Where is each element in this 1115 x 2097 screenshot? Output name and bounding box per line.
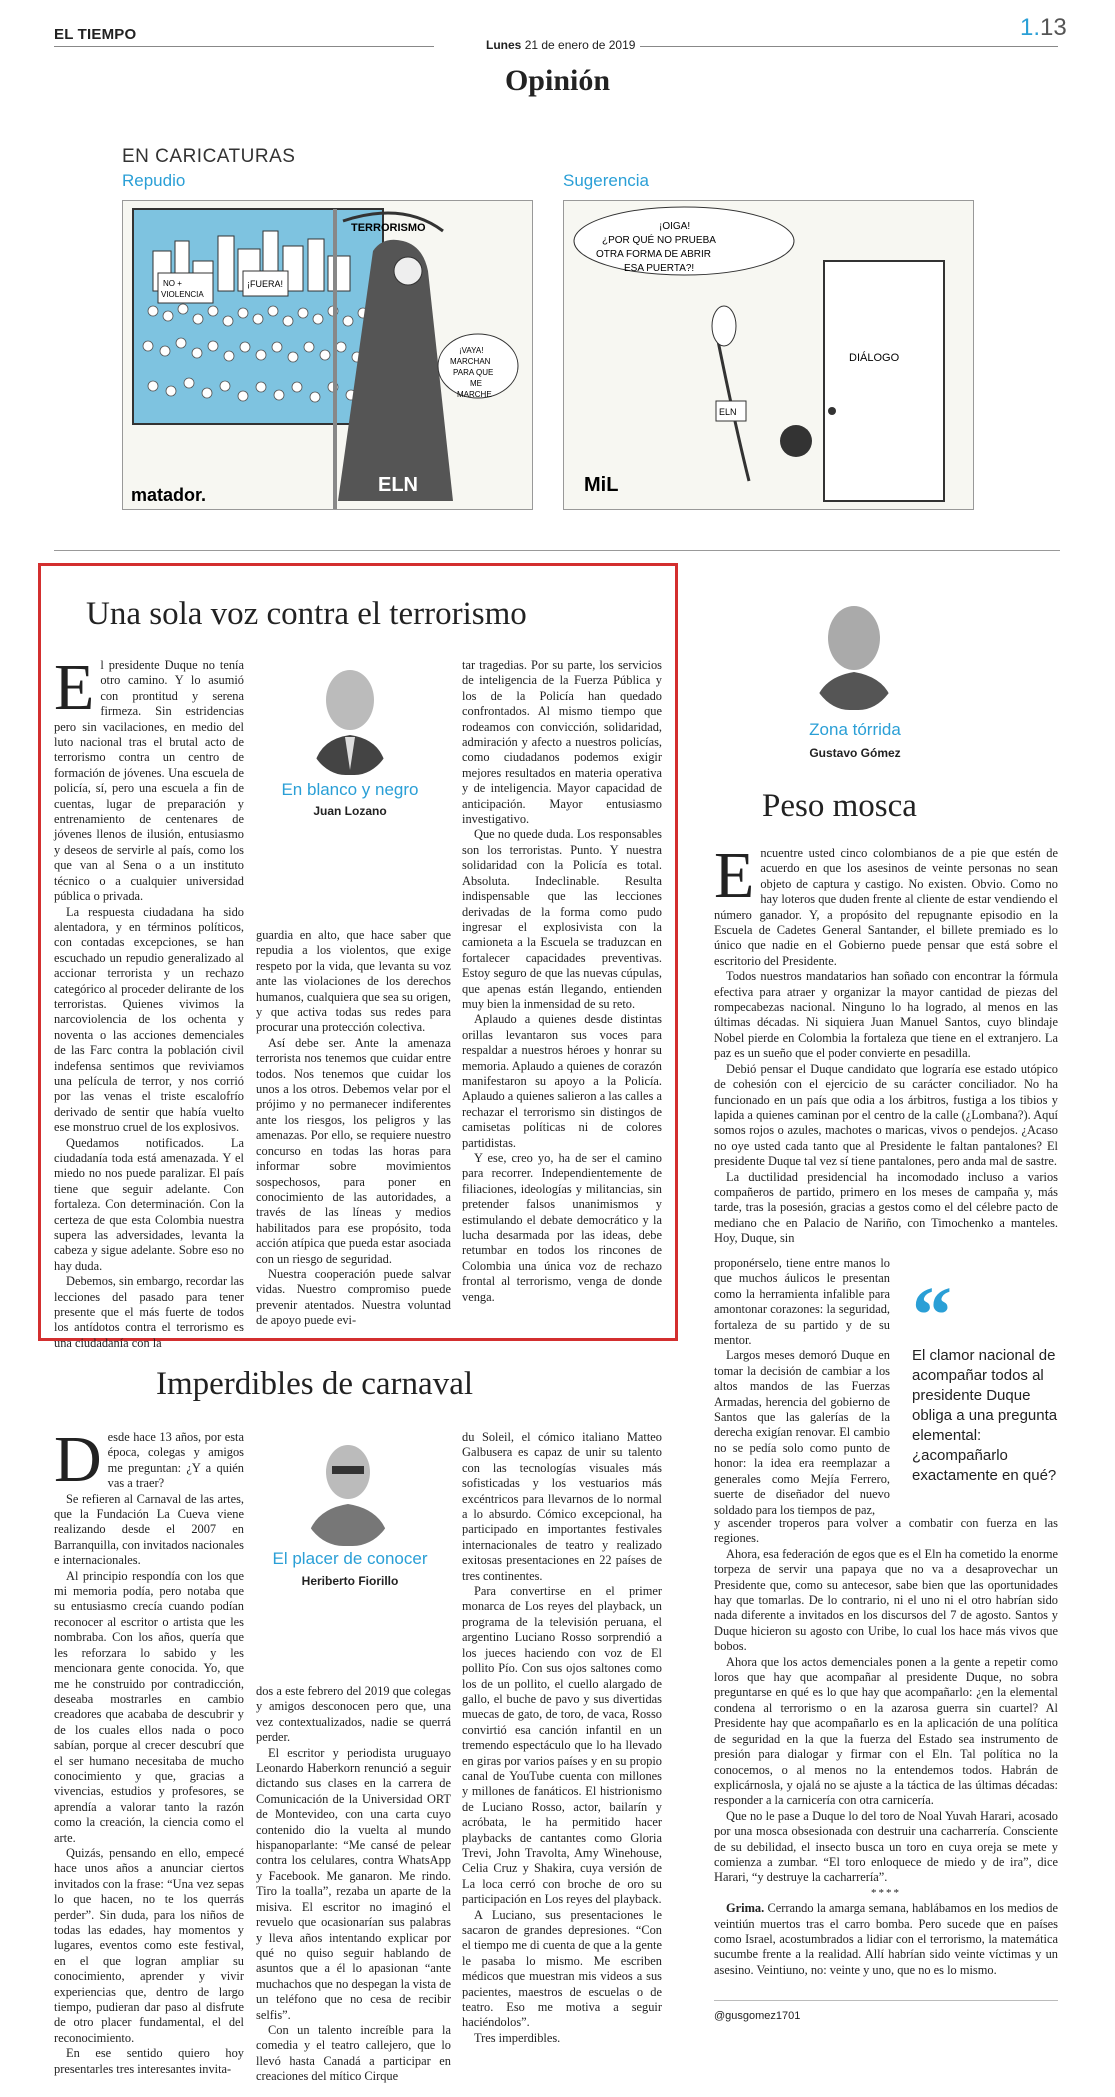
svg-text:¡OIGA!: ¡OIGA! bbox=[659, 221, 691, 232]
closing-text: Cerrando la amarga semana, hablábamos en los medios de veintiún muertos tras el carro bomba. Pero sucede que en países como Israel, acostumbrados a lidiar con el terrorismo, la matemática sucumbe frente a la realidad. Allí habrían sido veinte víctimas y un asesino. Veintiuno, no: veinte y uno, que no es lo mismo. bbox=[714, 1901, 1058, 1977]
paragraph: Y ese, creo yo, ha de ser el camino para recorrer. Independientemente de filiaciones, ideologías y militancias, sin pretender falsos unanimismos y estimulando el debate democrático y la lucha desarmada por las ideas, debe retumbar en todos los rincones de Colombia una única voz de rechazo frontal al terrorismo, venga de donde venga. bbox=[462, 1151, 662, 1304]
paragraph: Debemos, sin embargo, recordar las lecciones del pasado para tener presente que el más fuerte de todos los antídotos contra el terrorismo es una ciudadanía con la bbox=[54, 1274, 245, 1350]
column-section: Zona tórrida bbox=[809, 720, 901, 739]
paragraph: Quedamos notificados. La ciudadanía toda está amenazada. Y el miedo no nos puede paralizar. El país tiene que seguir adelante. Con fortaleza. Con determinación. Con la certeza de que esta Colombia nuestra supera las adversidades, levanta la cabeza y sigue adelante. Sobre eso no hay duda. bbox=[54, 1135, 244, 1273]
svg-text:MARCHAN: MARCHAN bbox=[450, 357, 491, 366]
divider bbox=[714, 2000, 1058, 2001]
header-rule bbox=[640, 46, 1058, 47]
cartoons-heading: EN CARICATURAS bbox=[122, 146, 296, 167]
paragraph: Así debe ser. Ante la amenaza terrorista nos tenemos que cuidar entre todos. Nos tenemos que cuidar los unos a los otros. Debemos velar por el prójimo y no permanecer indiferentes ante los riesgos, los peligros y las amenazas. Por ello, se requiere nuestro concurso en todas las horas para informar sobre movimientos sospechosos, para poner en conocimiento de las autoridades, a través de las líneas y medios habilitados para ese propósito, toda acción atípica que pueda estar asociada con un riesgo de seguridad. bbox=[256, 1035, 451, 1266]
paragraph: y ascender troperos para volver a combatir con fuerza en las regiones. bbox=[714, 1516, 1058, 1546]
paragraph bbox=[714, 1901, 1058, 1978]
article-column bbox=[256, 1684, 451, 2085]
svg-text:¡VAYA!: ¡VAYA! bbox=[459, 346, 484, 355]
article-column bbox=[462, 1430, 662, 2046]
svg-text:¡FUERA!: ¡FUERA! bbox=[247, 279, 283, 289]
page-number: 1.13 bbox=[1020, 14, 1067, 41]
author-photo bbox=[808, 590, 900, 710]
paragraph: Debió pensar el Duque candidato que lograría ese estado utópico de cohesión con el ejercicio de su carácter conciliador. No ha funcionado en un país que odia a los árbitros, fustiga a los tibios y lapida a quienes caminan por el centro de la calle (¿Lombana?). Aquí somos rojos o azules, machotes o maricas, vivos o pendejos. ¿Acaso no oye usted cada tanto que al Presidente le faltan pantalones? El presidente Duque tal vez sí tiene pantalones, pero anda mal de sastre. bbox=[714, 1061, 1058, 1169]
paragraph: Para convertirse en el primer monarca de Los reyes del playback, un programa de la televisión peruana, el argentino Luciano Rosso sorprendió a los jueces haciendo con voz de El pollito Pío. Con sus ojos saltones como los de un pollito, el cuello alargado de gallo, el buche de pavo y sus divertidas muecas de gato, de toro, de vaca, Rosso convirtió esa canción infantil en un tremendo espectáculo que lo ha llevado en giras por varios países y en su propio canal de YouTube cuenta con millones y millones de fanáticos. El histrionismo de Luciano Rosso, actor, bailarín y acróbata, le ha permitido hacer playbacks de cantantes como Gloria Trevi, John Travolta, Amy Winehouse, Celia Cruz y Shakira, cuya versión de La loca cerró con broche de oro su participación en Los reyes del playback. bbox=[462, 1584, 662, 1907]
author-photo bbox=[305, 655, 395, 775]
svg-text:NO +: NO + bbox=[163, 279, 182, 288]
author-name: Gustavo Gómez bbox=[809, 746, 901, 760]
paragraph: guardia en alto, que hace saber que repudia a los violentos, que exige respeto por la vida, que levanta su voz ante las violaciones de los derechos humanos, cualquiera que sea su origen, y que activa todas sus redes para procurar una protección colectiva. bbox=[256, 928, 451, 1035]
paragraph: Ahora, esa federación de egos que es el Eln ha cometido la enorme torpeza de servir una papaya que no va a desaprovechar un Presidente que, como su antecesor, sabe bien que las oportunidades hay que tomarlas. De lo contrario, ni el uno ni el otro habrían sido nada diferente a invitados en los discursos del 7 de agosto. Santos y Duque hicieron su agosto con Uribe, lo cual los hace más vivos que bobos. bbox=[714, 1546, 1058, 1654]
section-title: Opinión bbox=[504, 64, 611, 97]
article-title: Peso mosca bbox=[762, 788, 917, 824]
paragraph: El escritor y periodista uruguayo Leonardo Haberkorn renunció a seguir dictando sus clases en la carrera de Comunicación de la Universidad ORT de Montevideo, con una carta cuyo contenido dio la vuelta al mundo hispanoparlante: “Me cansé de pelear contra los celulares, contra WhatsApp y Facebook. Me ganaron. Me rindo. Tiro la toalla”, rezaba un aparte de la misiva. El escritor no imaginó el revuelo que ocasionarían sus palabras y lleva años intentando explicar por qué no quiso seguir hablando de asuntos que a él lo apasionan “ante muchachos que no despegan la vista de un teléfono que no cesa de recibir selfis”. bbox=[256, 1745, 451, 2022]
paragraph: Tres imperdibles. bbox=[474, 2030, 561, 2045]
paragraph: Quizás, pensando en ello, empecé hace unos años a anunciar ciertos invitados con la frase: “Una vez sepas lo que hacen, no te los querrás perder”. Sin duda, para los niños de todas las edades, hay momentos y lugares, eventos como este festival, en el que logran ampliar su conocimiento, aprender y vivir experiencias que, dentro de largo tiempo, pudieran dar paso al disfrute de otro placer fundamental, el del reconocimiento. bbox=[54, 1845, 244, 2045]
paragraph: La respuesta ciudadana ha sido alentadora, y en términos políticos, con contadas excepciones, se han escuchado un repudio generalizado al accionar terrorista y un rechazo categórico al proceder delirante de los terroristas. Quienes vivimos la narcoviolencia de los ochenta y noventa o las acciones demenciales de las Farc contra la población civil indefensa sentimos que reviviamos una película de terror, y nos corrió por las venas el triste escalofrío derivado de sentir que había vuelto ese monstruo cruel de los explosivos. bbox=[54, 904, 244, 1135]
paragraph: ncuentre usted cinco colombianos de a pie que estén de acuerdo en que los asesinos de veinte personas no sean objeto de captura y castigo. No existen. Obvio. Como no hay loteros que duden frente al cliente de estar vendiendo el número ganador. Y, a propósito del repugnante episodio en la Escuela de Cadetes General Santander, el billete premiado es lo único que nadie en el Gobierno puede pensar que está sobre el escritorio del Presidente. bbox=[714, 846, 1058, 968]
drop-cap: D bbox=[54, 1423, 102, 1496]
svg-text:OTRA FORMA DE ABRIR: OTRA FORMA DE ABRIR bbox=[596, 249, 712, 260]
paragraph: Aplaudo a quienes desde distintas orillas levantaron sus voces para respaldar a nuestros héroes y honrar su memoria. Aplaudo a quienes de corazón manifestaron su apoyo a la Policía. Aplaudo a quienes salieron a las calles a rechazar el terrorismo sin distingos de camisetas políticas ni de colores partidistas. bbox=[462, 1012, 662, 1150]
article-column bbox=[54, 1423, 244, 2077]
svg-text:ME: ME bbox=[470, 379, 482, 388]
pull-quote-text: El clamor nacional de acompañar todos al presidente Duque obliga a una pregunta elemental: ¿acompañarlo exactamente en qué? bbox=[912, 1347, 1058, 1484]
paragraph: Largos meses demoró Duque en tomar la decisión de cambiar a los altos mandos de las Fuerzas Armadas, herencia del gobierno de Santos que las galerías de la derecha exigían renovar. El cambio no se pedía solo como punto de honor: la idea era reemplazar a generales como Mejía Ferrero, suerte de diseñador del nuevo soldado para los tiempos de paz, bbox=[714, 1348, 890, 1517]
svg-text:ESA PUERTA?!: ESA PUERTA?! bbox=[624, 263, 695, 274]
section-divider bbox=[54, 550, 1060, 551]
separator-stars: **** bbox=[871, 1886, 901, 1899]
paragraph: l presidente Duque no tenía otro camino. Y lo asumió con prontitud y serena firmeza. Sin estridencias pero sin vacilaciones, en medio del luto nacional tras el brutal acto de terrorismo contra un centro de formación de jóvenes. Una escuela de policía, sí, pero una escuela a fin de cuentas, lugar de preparación y entrenamiento de centenares de jóvenes llenos de ilusión, entusiasmo y deseos de servirle al país, como los que van al Sena o a un instituto técnico o a cualquier universidad pública o privada. bbox=[54, 658, 244, 904]
cartoon-sugerencia bbox=[563, 200, 974, 510]
paragraph: dos a este febrero del 2019 que colegas y amigos desconocen pero que, una vez contextualizados, nadie se querrá perder. bbox=[256, 1684, 451, 1745]
quote-icon: “ bbox=[912, 1272, 952, 1360]
author-photo bbox=[300, 1430, 396, 1546]
svg-text:TERRORISMO: TERRORISMO bbox=[351, 222, 426, 234]
article-column bbox=[714, 1256, 890, 1518]
article-title: Una sola voz contra el terrorismo bbox=[86, 596, 527, 632]
cartoon-left-title: Repudio bbox=[122, 171, 186, 190]
svg-text:ELN: ELN bbox=[719, 407, 737, 417]
twitter-handle[interactable]: @gusgomez1701 bbox=[714, 2010, 801, 2022]
column-section: El placer de conocer bbox=[272, 1549, 428, 1568]
paragraph: Que no le pase a Duque lo del toro de Noal Yuvah Harari, acosado por una mosca obsesionada con destruir una cacharrería. Consciente de su debilidad, el insecto busca un toro en cuya oreja se mete y comienza a zumbar. “El toro enloquece de miedo y de ira”, dice Harari, “y destruye la cacharrería”. bbox=[714, 1808, 1058, 1885]
paragraph: Ahora que los actos demenciales ponen a la gente a repetir como loros que hay que acompañar al presidente Duque, no sobra preguntarse en qué es lo que hay que acompañarlo: ¿en la elemental condena al terrorismo o en la azarosa guerra sin cuartel? Al Presidente hay que acompañarlo es en la aplicación de una política de seguridad en la que la fuerza del Estado sea instrumento de presión para dialogar y firmar con el Eln. Tal política no la conocemos, o al menos no la entendemos todos. Habrán de explicárnosla, y ojalá no se ajuste a la táctica de las últimas décadas: responder a la carnicería con otra carnicería. bbox=[714, 1654, 1058, 1808]
svg-text:ELN: ELN bbox=[378, 474, 418, 496]
paragraph: La ductilidad presidencial ha incomodado incluso a varios compañeros de partido, primero en los meses de campaña y, más tarde, tras la posesión, gracias a gestos como el del célebre pacto de mediano che en Palacio de Nariño, con Timochenko a manteles. Hoy, Duque, sin bbox=[714, 1169, 1058, 1246]
article-column bbox=[714, 839, 1058, 1247]
svg-text:MARCHE: MARCHE bbox=[457, 390, 492, 399]
drop-cap: E bbox=[54, 651, 95, 724]
paragraph: A Luciano, sus presentaciones le sacaron de grandes depresiones. “Con el tiempo me di cuenta de que a la gente le pasaba lo mismo. Me escriben médicos que muestran mis videos a sus pacientes, maestros de escuelas o de teatro. Eso me motiva a seguir haciéndolos”. bbox=[462, 1907, 662, 2030]
paragraph: proponérselo, tiene entre manos lo que muchos áulicos le presentan como la herramienta infalible para amontonar corazones: la seguridad, fortaleza de su partido y de su mentor. bbox=[714, 1256, 890, 1348]
svg-text:DIÁLOGO: DIÁLOGO bbox=[849, 352, 900, 364]
publication-date: Lunes 21 de enero de 2019 bbox=[486, 38, 636, 52]
author-name: Juan Lozano bbox=[313, 804, 387, 818]
paragraph: Con un talento increíble para la comedia y el teatro callejero, que lo llevó hasta Canadá a participar en creaciones del mítico Cirque bbox=[256, 2022, 451, 2084]
drop-cap: E bbox=[714, 839, 755, 912]
article-column bbox=[54, 651, 245, 1351]
svg-text:VIOLENCIA: VIOLENCIA bbox=[161, 290, 204, 299]
svg-text:PARA QUE: PARA QUE bbox=[453, 368, 494, 377]
pull-quote bbox=[912, 1272, 1060, 1486]
paragraph: esde hace 13 años, por esta época, colegas y amigos me preguntan: ¿Y a quién vas a traer? bbox=[107, 1430, 244, 1491]
svg-text:MiL: MiL bbox=[584, 474, 619, 496]
paragraph: Nuestra cooperación puede salvar vidas. Nuestro compromiso puede prevenir atentados. Nuestra voluntad de apoyo puede evi- bbox=[256, 1266, 451, 1328]
paragraph: En ese sentido quiero hoy presentarles tres interesantes invita- bbox=[54, 2046, 244, 2076]
masthead: EL TIEMPO bbox=[54, 26, 137, 43]
cartoon-right-title: Sugerencia bbox=[563, 171, 650, 190]
closing-lead: Grima. bbox=[726, 1901, 765, 1916]
paragraph: Que no quede duda. Los responsables son los terroristas. Punto. Y nuestra solidaridad con la Policía es total. Absoluta. Indeclinable. Resulta indispensable que las lecciones derivadas de la forma como pudo ingresar el explosivista con la camioneta a la Escuela se traduzcan en fortalecer capacidades preventivas. Estoy seguro de que las nuevas cúpulas, que apenas están llegando, entienden muy bien la inmensidad de su reto. bbox=[462, 827, 662, 1011]
svg-text:matador.: matador. bbox=[131, 485, 207, 505]
paragraph: tar tragedias. Por su parte, los servicios de inteligencia de la Fuerza Pública y los de la Policía han quedado confrontados. Al mismo tiempo que rodeamos con convicción, solidaridad, admiración y afecto a nuestros policías, como ciudadanos podemos exigir mejores resultados en materia operativa y de inteligencia. Mayor capacidad de anticipación. Mayor entusiasmo investigativo. bbox=[462, 658, 662, 827]
article-title: Imperdibles de carnaval bbox=[156, 1366, 474, 1402]
author-name: Heriberto Fiorillo bbox=[301, 1574, 399, 1588]
article-column bbox=[462, 658, 662, 1305]
article-column bbox=[256, 928, 451, 1329]
cartoon-repudio bbox=[122, 200, 533, 510]
header-rule bbox=[54, 46, 434, 47]
column-section: En blanco y negro bbox=[281, 780, 419, 799]
paragraph: du Soleil, el cómico italiano Matteo Galbusera es capaz de unir su talento con las tecnologías visuales más sofisticadas y los vestuarios más excéntricos para llevarnos de lo normal a lo absurdo. Cómico excepcional, ha participado en importantes festivales internacionales de teatro y realizado exitosas presentaciones en 22 países de tres continentes. bbox=[462, 1430, 662, 1583]
article-column bbox=[714, 1516, 1058, 1978]
svg-text:¿POR QUÉ NO PRUEBA: ¿POR QUÉ NO PRUEBA bbox=[602, 235, 716, 246]
paragraph: Al principio respondía con los que mi memoria podía, pero notaba que su entusiasmo crecía cuando podían reconocer al escritor o artista que les nombraba. Con los años, quería que les reforzara lo sabido y les mencionara gente conocida. Yo, que me he construido por contradicción, deseaba mostrarles en cambio creadores que acababa de descubrir y de los cuales ellos nada o poco sabían, porque al crecer descubrí que el ser humano necesitaba de mucho conocimiento y que, gracias a vivencias, estudios y profesores, se aprendía a valorar tanto la razón como la creación, la ciencia como el arte. bbox=[54, 1568, 244, 1845]
paragraph: Todos nuestros mandatarios han soñado con encontrar la fórmula efectiva para atraer y organizar la mayor cantidad de piezas del rompecabezas nacional. Ninguno lo ha logrado, al menos en las últimas décadas. Ni siquiera Juan Manuel Santos, cuyo blindaje Nobel pierde en Colombia la fortaleza que tiene en el extranjero. La paz es un sueño que el poder convierte en pesadilla. bbox=[714, 969, 1058, 1061]
paragraph: Se refieren al Carnaval de las artes, que la Fundación La Cueva viene realizando desde el 2007 en Barranquilla, con invitados nacionales e internacionales. bbox=[54, 1491, 244, 1568]
